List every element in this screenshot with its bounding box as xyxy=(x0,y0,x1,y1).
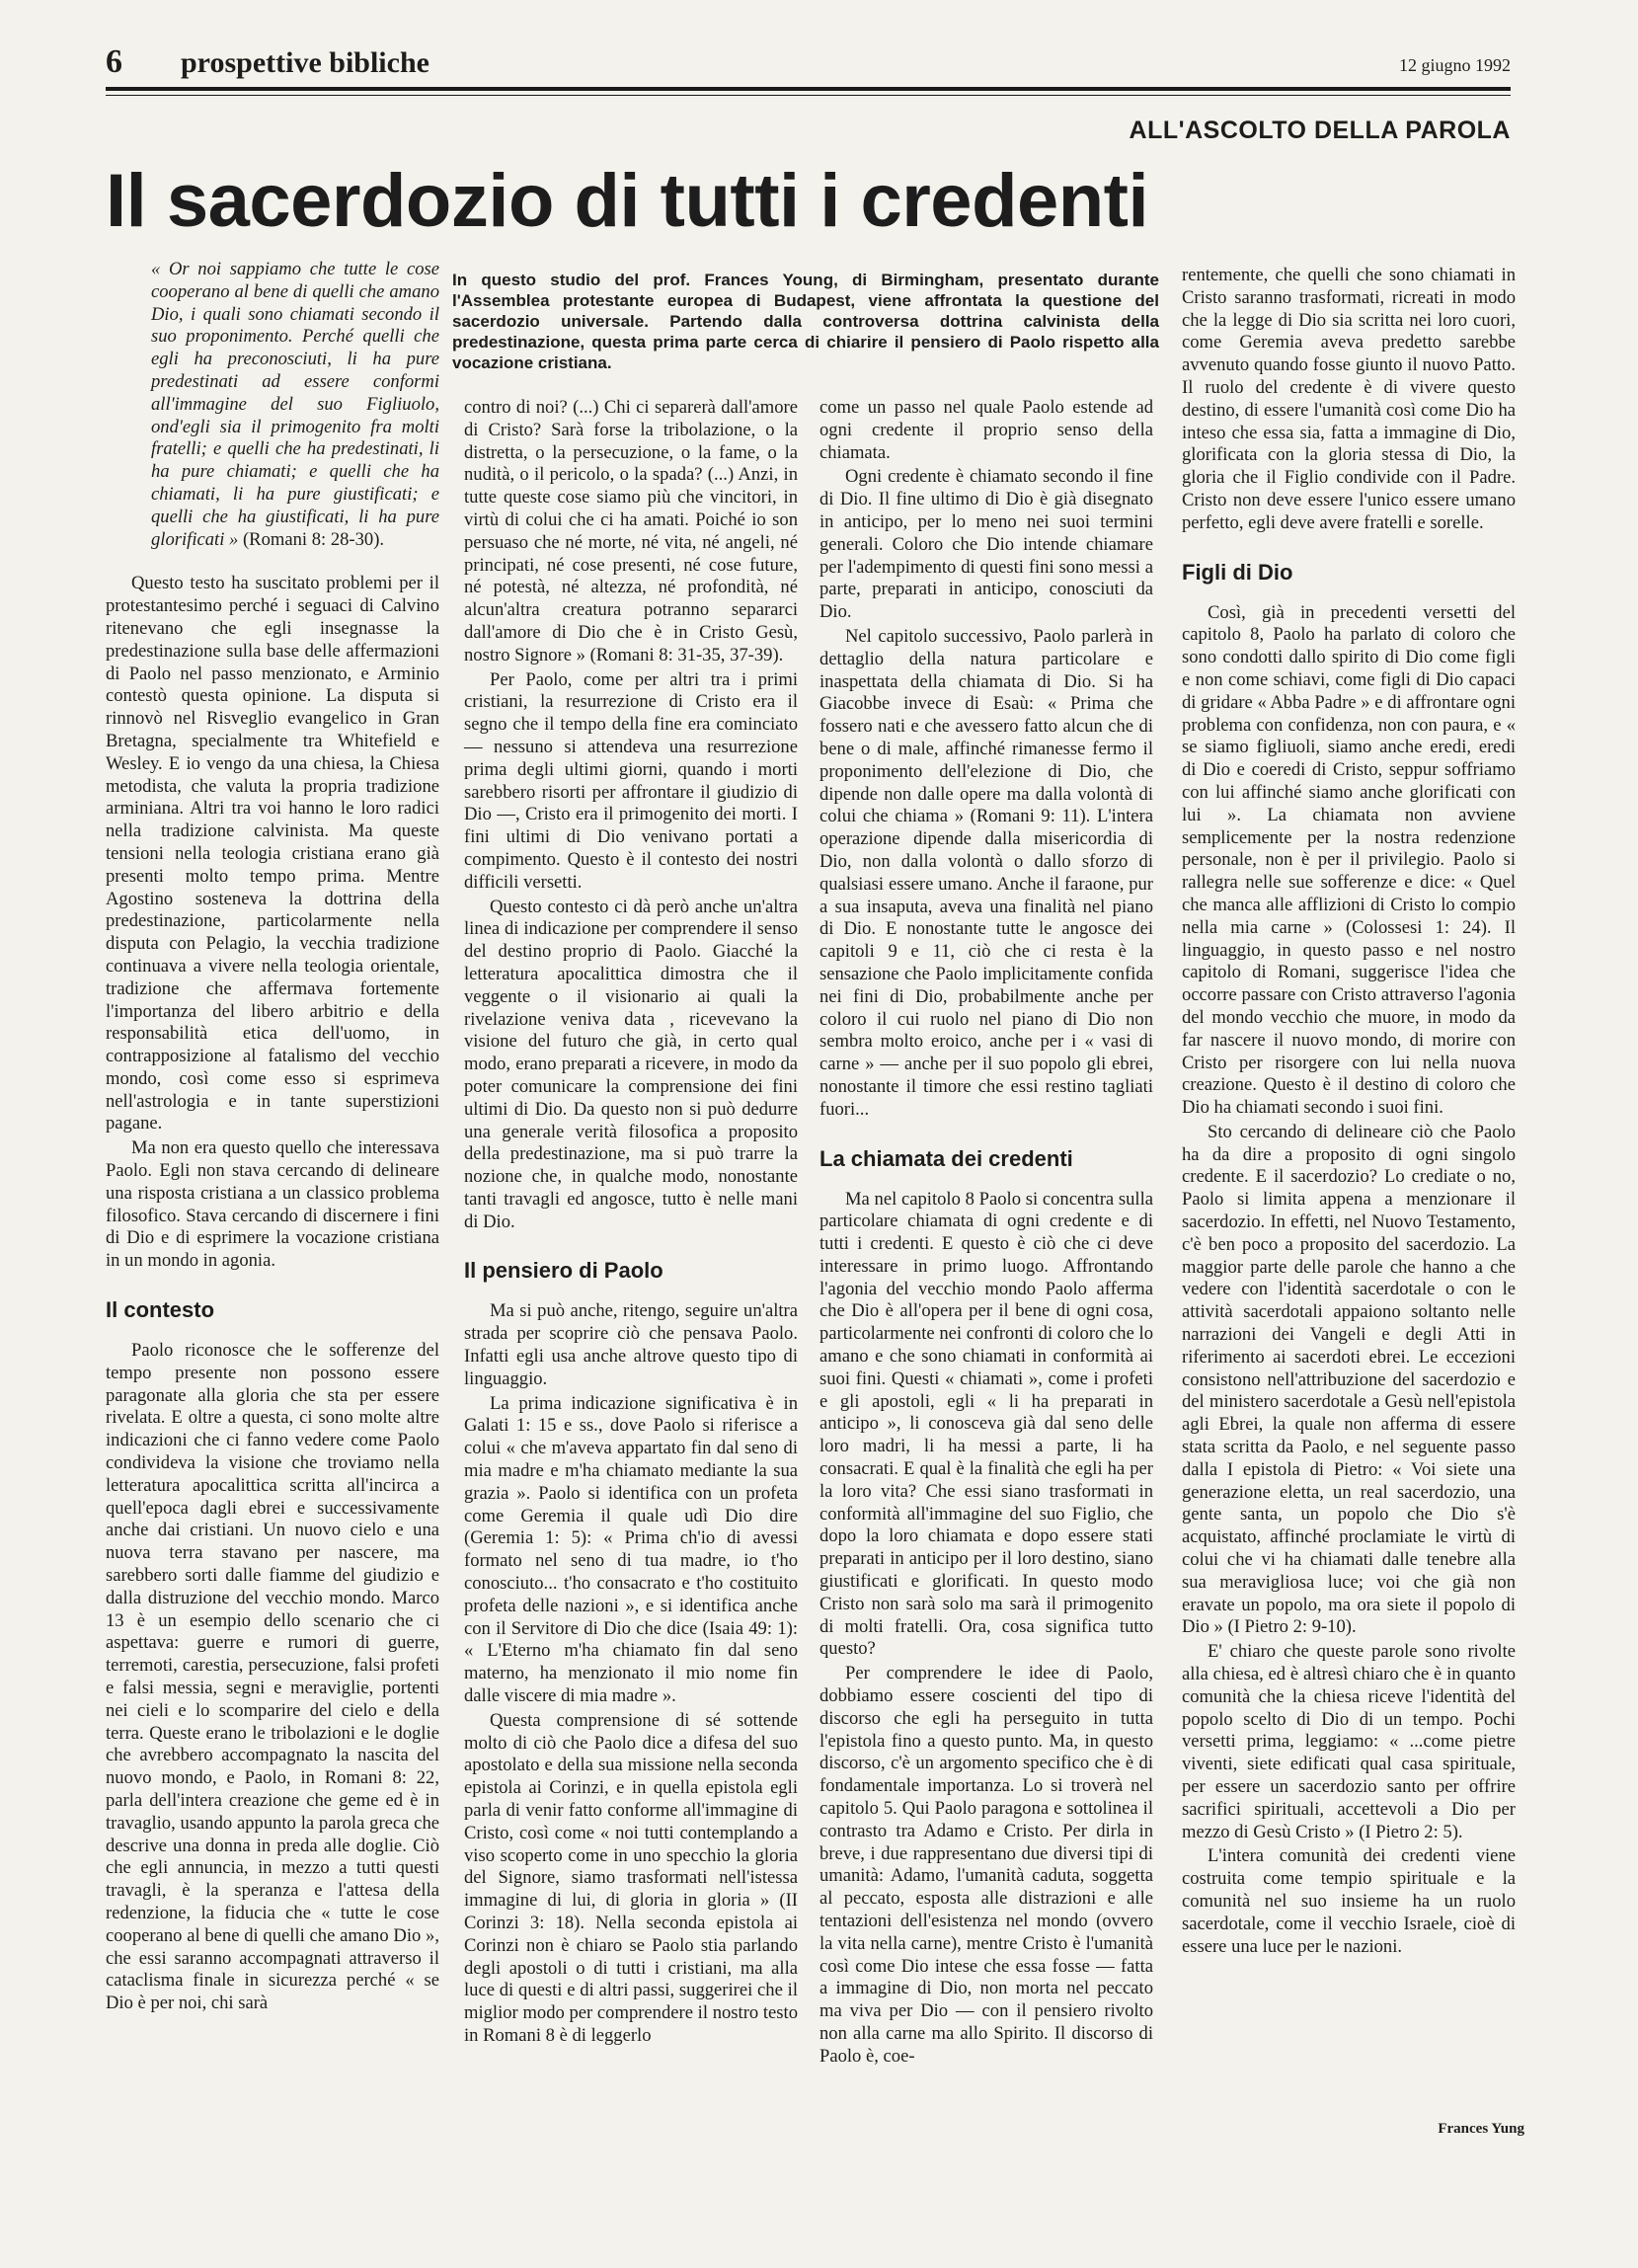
article-headline: Il sacerdozio di tutti i credenti xyxy=(106,159,1149,243)
subheading-pensiero: Il pensiero di Paolo xyxy=(464,1258,663,1284)
epigraph-reference: (Romani 8: 28-30). xyxy=(242,528,385,550)
column-3 xyxy=(819,397,1153,2069)
subheading-chiamata: La chiamata dei credenti xyxy=(819,1145,1073,1171)
paragraph: Per Paolo, come per altri tra i primi cristiani, la resurrezione di Cristo era il segno che il tempo della fine era cominciato — nessuno si attendeva una resurrezione prima degli ultimi giorni, quando i morti sarebbero risorti per affrontare il giudizio di Dio —, Cristo era il primogenito dei morti. I fini ultimi di Dio venivano portati a compimento. Questo è il contesto dei nostri difficili versetti. xyxy=(464,668,798,893)
paragraph: Sto cercando di delineare ciò che Paolo ha da dire a proposito di ogni singolo credente. E il sacerdozio? Lo crediate o no, Paolo si limita appena a menzionare il sacerdozio. In effetti, nel Nuovo Testamento, c'è ben poco a proposito del sacerdozio. La maggior parte delle parole che hanno a che vedere con l'identità sacerdotale o con le attività sacerdotali appaiono soltanto nelle narrazioni dei Vangeli e degli Atti in riferimento ai sacerdoti ebrei. Le eccezioni consistono nell'attribuzione del sacerdozio e del ministero sacerdotale a Gesù nell'epistola agli Ebrei, la quale non afferma di essere stata scritta da Paolo, e nel seguente passo dalla I epistola di Pietro: « Voi siete una generazione eletta, un real sacerdozio, una gente santa, un popolo che Dio s'è acquistato, affinché proclamiate le virtù di colui che vi ha chiamati dalle tenebre alla sua meravigliosa luce; voi che già non eravate un popolo, ma ora siete il popolo di Dio » (I Pietro 2: 9-10). xyxy=(1182,1121,1516,1638)
page-header xyxy=(106,43,1511,93)
lead-block xyxy=(452,270,1159,373)
paragraph: Questo contesto ci dà però anche un'altra linea di indicazione per comprendere il senso del destino proprio di Paolo. Giacché la letteratura apocalittica dimostra che il veggente o il visionario ai quali la rivelazione veniva data , ricevevano la visione del futuro che già, in certo qual modo, erano preparati a ricevere, in modo da poter comunicare la comprensione dei fini ultimi di Dio. Da questo non si può dedurre una generale verità filosofica a proposito della predestinazione, ma si può trarre la nozione che, in qualche modo, nonostante tanti travagli ed angosce, tutto è nelle mani di Dio. xyxy=(464,896,798,1232)
article-lead: In questo studio del prof. Frances Young, di Birmingham, presentato durante l'Assemblea protestante europea di Budapest, viene affrontata la questione del sacerdozio universale. Partendo dalla controversa dottrina calvinista della predestinazione, questa prima parte cerca di chiarire il pensiero di Paolo rispetto alla vocazione cristiana. xyxy=(452,271,1159,372)
paragraph: Ma si può anche, ritengo, seguire un'altra strada per scoprire ciò che pensava Paolo. Infatti egli usa anche altrove questo tipo di linguaggio. xyxy=(464,1300,798,1389)
column-1 xyxy=(106,259,439,2015)
paragraph: Nel capitolo successivo, Paolo parlerà in dettaglio della natura particolare e inaspettata della chiamata di Dio. Si ha Giacobbe invece di Esaù: « Prima che fossero nati e che avessero fatto alcun che di bene o di male, affinché rimanesse fermo il proponimento dell'elezione di Dio, che dipende non dalle opere ma dalla volontà di colui che chiama » (Romani 9: 11). L'intera operazione dipende dalla misericordia di Dio, non dalla volontà o dallo sforzo di qualsiasi essere umano. Anche il faraone, pur a sua insaputa, aveva una finalità nel piano di Dio. E nonostante tutte le angosce dei capitoli 9 e 11, ciò che ci resta è la sensazione che Paolo implicitamente confida nei fini di Dio, probabilmente anche per coloro il cui ruolo nel piano di Dio non sembra molto eroico, anche per i « vasi di carne » — anche per il suo popolo gli ebrei, nonostante il timore che essi restino tagliati fuori... xyxy=(819,625,1153,1120)
author-signature: Frances Yung xyxy=(1438,2121,1524,2137)
paragraph: La prima indicazione significativa è in Galati 1: 15 e ss., dove Paolo si riferisce a colui « che m'aveva appartato fin dal seno di mia madre e m'ha chiamato mediante la sua grazia ». Paolo si identifica con un profeta come Geremia il quale udì Dio dire (Geremia 1: 5): « Prima ch'io di avessi formato nel seno di tua madre, io t'ho conosciuto... t'ho consacrato e t'ho costituito profeta delle nazioni », e si identifica anche con il Servitore di Dio che dice (Isaia 49: 1): « L'Eterno m'ha chiamato fin dal seno materno, ha menzionato il mio nome fin dalle viscere di mia madre ». xyxy=(464,1392,798,1707)
paragraph: Paolo riconosce che le sofferenze del tempo presente non possono essere paragonate alla gloria che sta per essere rivelata. E oltre a questa, ci sono molte altre indicazioni che ci fanno vedere come Paolo condivideva la visione che troviamo nella letteratura apocalittica scritta all'incirca a quell'epoca dagli ebrei e successivamente anche dai cristiani. Un nuovo cielo e una nuova terra stavano per nascere, ma sarebbero sorti dalle fiamme del giudizio e dalla distruzione del vecchio mondo. Marco 13 è un esempio dello scenario che ci aspettava: guerre e rumori di guerre, terremoti, carestia, persecuzione, falsi profeti e falsi messia, segni e meraviglie, portenti nei cieli e lo scomparire del cielo e della terra. Queste erano le tribolazioni e le doglie che avrebbero accompagnato la nascita del nuovo mondo, e Paolo, in Romani 8: 22, parla dell'intera creazione che geme ed è in travaglio, usando appunto la parola greca che descrive una donna in preda alle doglie. Ciò che egli annuncia, in mezzo a tutti questi travagli, è la speranza e l'attesa della redenzione, la fiducia che « tutte le cose cooperano al bene di quelli che amano Dio », che essi saranno accompagnati attraverso il cataclisma finale in sicurezza perché « se Dio è per noi, chi sarà xyxy=(106,1340,439,2014)
section-label: ALL'ASCOLTO DELLA PAROLA xyxy=(1129,117,1511,144)
page-number: 6 xyxy=(106,43,122,80)
column-2 xyxy=(464,397,798,2048)
header-rule-thin xyxy=(106,95,1511,96)
subheading-figli: Figli di Dio xyxy=(1182,559,1293,585)
paragraph: Questa comprensione di sé sottende molto di ciò che Paolo dice a difesa del suo apostolato e della sua missione nella seconda epistola ai Corinzi, e in quella epistola egli parla di venir fatto conforme all'immagine di Cristo, così come « noi tutti contemplando a viso scoperto come in uno specchio la gloria del Signore, siamo trasformati nell'istessa immagine di lui, di gloria in gloria » (II Corinzi 3: 18). Nella seconda epistola ai Corinzi non è chiaro se Paolo stia parlando degli apostoli o di tutti i cristiani, ma alla luce di questi e di altri passi, suggerirei che il miglior modo per comprendere il nostro testo in Romani 8 è di leggerlo xyxy=(464,1709,798,2046)
paragraph: rentemente, che quelli che sono chiamati in Cristo saranno trasformati, ricreati in modo che la legge di Dio sia scritta nei loro cuori, come Geremia aveva predetto sarebbe avvenuto quando fosse giunto il nuovo Patto. Il ruolo del credente è di vivere questo destino, di essere l'umanità così come Dio ha inteso che essa sia, fatta a immagine di Dio, glorificata con la gloria stessa di Dio, la gloria che il Figlio condivide con il Padre. Cristo non deve essere l'unico essere umano perfetto, egli deve avere fratelli e sorelle. xyxy=(1182,265,1516,533)
issue-date: 12 giugno 1992 xyxy=(1398,55,1511,75)
paragraph: Così, già in precedenti versetti del capitolo 8, Paolo ha parlato di coloro che sono condotti dallo spirito di Dio come figli e non come schiavi, come figli di Dio capaci di gridare « Abba Padre » e di affrontare ogni problema con confidenza, non con paura, e « se siamo figliuoli, siamo anche eredi, eredi di Dio e coeredi di Cristo, seppur soffriamo con lui affinché siamo anche glorificati con lui ». La chiamata non avviene semplicemente per la nostra redenzione personale, non è per il privilegio. Paolo si rallegra nelle sue sofferenze e dice: « Quel che manca alle afflizioni di Cristo lo compio nella mia carne » (Colossesi 1: 24). Il linguaggio, in questo passo e nel nostro capitolo di Romani, suggerisce l'idea che occorre passare con Cristo attraverso l'agonia del mondo vecchio che muore, in modo da far nascere il nuovo mondo, di morire con Cristo per risorgere con lui nella nuova creazione. Questo è il destino di coloro che Dio ha chiamati secondo i suoi fini. xyxy=(1182,601,1516,1119)
paragraph: L'intera comunità dei credenti viene costruita come tempio spirituale e la comunità nel suo insieme ha un ruolo sacerdotale, come il vecchio Israele, cioè di essere una luce per le nazioni. xyxy=(1182,1845,1516,1957)
publication-name: prospettive bibliche xyxy=(181,46,429,79)
paragraph: come un passo nel quale Paolo estende ad ogni credente il proprio senso della chiamata. xyxy=(819,397,1153,463)
paragraph: Ma non era questo quello che interessava Paolo. Egli non stava cercando di delineare una risposta cristiana a un classico problema filosofico. Stava cercando di discernere i fini di Dio e di esprimere la vocazione cristiana in un mondo in agonia. xyxy=(106,1137,439,1272)
paragraph: Ogni credente è chiamato secondo il fine di Dio. Il fine ultimo di Dio è già disegnato in anticipo, per lo meno nei suoi termini generali. Coloro che Dio intende chiamare per l'adempimento di questi fini sono messi a parte, preparati in anticipo, conosciuti da Dio. xyxy=(819,466,1153,623)
paragraph: Per comprendere le idee di Paolo, dobbiamo essere coscienti del tipo di discorso che egli ha perseguito in tutta l'epistola fino a questo punto. Ma, in questo discorso, c'è un argomento specifico che è di fondamentale importanza. Lo si troverà nel capitolo 5. Qui Paolo paragona e sottolinea il contrasto tra Adamo e Cristo. Per dirla in breve, i due rappresentano due diversi tipi di umanità: Adamo, l'umanità caduta, soggetta al peccato, esposta alle distrazioni e alle tentazioni dell'esistenza nel mondo (ovvero la vita nella carne), mentre Cristo è l'umanità così come Dio intese che essa fosse — fatta a immagine di Dio, non morta nel peccato ma viva per Dio — con il pensiero rivolto non alla carne ma allo Spirito. Il discorso di Paolo è, coe- xyxy=(819,1663,1153,2067)
subheading-contesto: Il contesto xyxy=(106,1297,215,1323)
header-rule-thick xyxy=(106,87,1511,91)
paragraph: contro di noi? (...) Chi ci separerà dall'amore di Cristo? Sarà forse la tribolazione, o la distretta, o la persecuzione, o la fame, o la nudità, o il pericolo, o la spada? (...) Anzi, in tutte queste cose siamo più che vincitori, in virtù di colui che ci ha amati. Poiché io son persuaso che né morte, né vita, né angeli, né principati, né cose presenti, né cose future, né potestà, né altezza, né profondità, né alcun'altra creatura potranno separarci dall'amore di Dio che è in Cristo Gesù, nostro Signore » (Romani 8: 31-35, 37-39). xyxy=(464,397,798,665)
paragraph: E' chiaro che queste parole sono rivolte alla chiesa, ed è altresì chiaro che è in quanto comunità che la chiesa riceve l'identità del popolo scelto di Dio di un tempo. Pochi versetti prima, leggiamo: « ...come pietre viventi, siete edificati qual casa spirituale, per essere un sacerdozio santo per offrire sacrifici spirituali, accettevoli a Dio per mezzo di Gesù Cristo » (I Pietro 2: 5). xyxy=(1182,1641,1516,1842)
epigraph-quote xyxy=(106,259,439,551)
epigraph-text: « Or noi sappiamo che tutte le cose cooperano al bene di quelli che amano Dio, i quali sono chiamati secondo il suo proponimento. Perché quelli che egli ha preconosciuti, li ha pure predestinati ad essere conformi all'immagine del suo Figliuolo, ond'egli sia il primogenito fra molti fratelli; e quelli che ha predestinati, li ha pure chiamati; e quelli che ha chiamati, li ha pure giustificati; e quelli che ha giustificati, li ha pure glorificati » xyxy=(151,259,439,550)
paragraph: Ma nel capitolo 8 Paolo si concentra sulla particolare chiamata di ogni credente e di tutti i credenti. E questo è ciò che ci deve interessare in primo luogo. Affrontando l'agonia del vecchio mondo Paolo afferma che Dio è all'opera per il bene di ogni cosa, particolarmente nei confronti di coloro che lo amano e che sono chiamati in conformità ai suoi fini. Questi « chiamati », come i profeti e gli apostoli, egli « li ha preparati in anticipo », li conosceva già dal seno delle loro madri, li ha messi a parte, li ha consacrati. E qual è la finalità che egli ha per la loro vita? Che essi siano trasformati in conformità all'immagine del suo Figlio, che dopo la loro chiamata e dopo essere stati preparati in anticipo per il loro destino, siano giustificati e glorificati. In questo modo Cristo non sarà solo ma sarà il primogenito di molti fratelli. Ora, cosa significa tutto questo? xyxy=(819,1188,1153,1660)
paragraph: Questo testo ha suscitato problemi per il protestantesimo perché i seguaci di Calvino ritenevano che egli insegnasse la predestinazione sulla base delle affermazioni di Paolo nel passo menzionato, e Arminio contestò questa opinione. La disputa si rinnovò nel Risveglio evangelico in Gran Bretagna, specialmente tra Whitefield e Wesley. E io vengo da una chiesa, la Chiesa metodista, che valuta la propria tradizione arminiana. Altri tra voi hanno le loro radici nella tradizione calvinista. Ma queste tensioni nella teologia cristiana erano già presenti molto tempo prima. Mentre Agostino sosteneva la dottrina della predestinazione, particolarmente nella disputa con Pelagio, la vecchia tradizione continuava a vivere nella teologia orientale, tradizione che affermava fortemente l'importanza del libero arbitrio e della responsabilità etica dell'uomo, in contrapposizione al fatalismo del vecchio mondo, così come esso si esprimeva nell'astrologia e in tante superstizioni pagane. xyxy=(106,573,439,1134)
column-4 xyxy=(1182,265,1516,1958)
